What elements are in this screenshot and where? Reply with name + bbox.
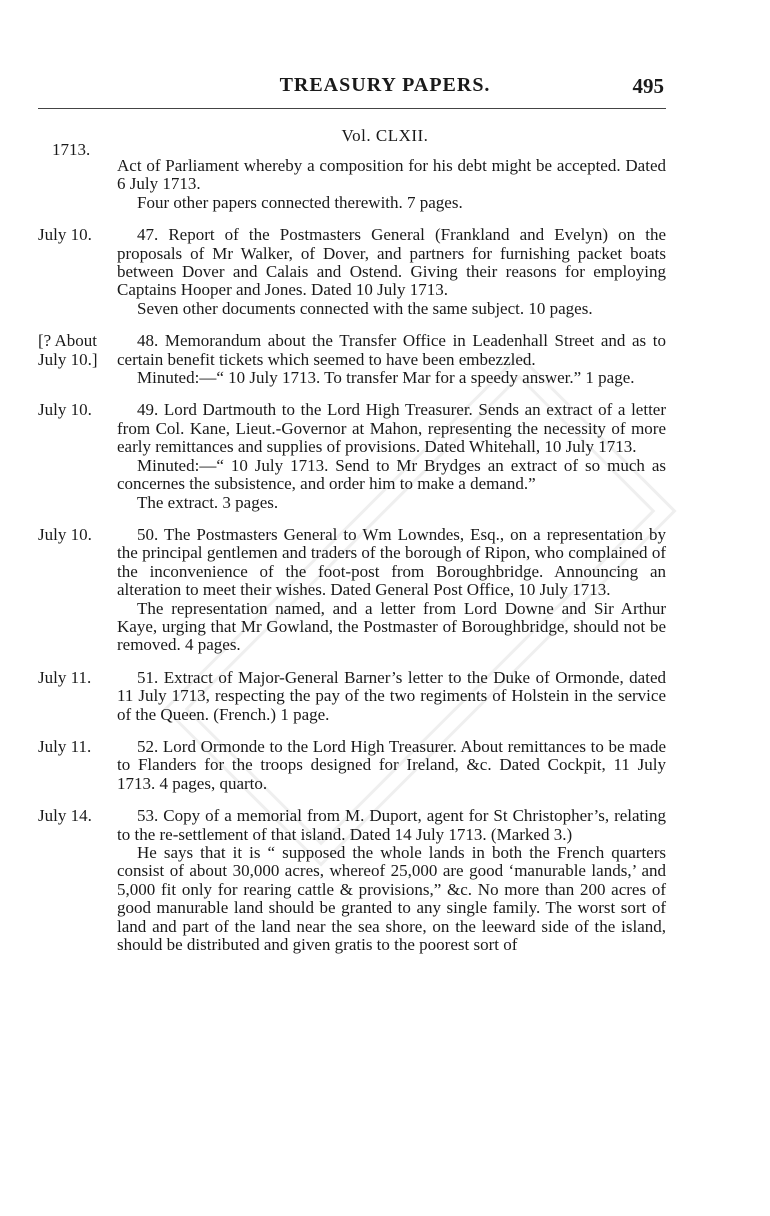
entry-paragraph: 51. Extract of Major-General Barner’s letter to the Duke of Ormonde, dated 11 July 1713, respecting the pay of the two regiments of Holstein in the service of the Queen. (French.) 1 page. bbox=[117, 667, 666, 724]
entry-body bbox=[117, 157, 666, 212]
running-title: TREASURY PAPERS. bbox=[279, 74, 491, 96]
header-rule bbox=[38, 108, 666, 109]
entries-list bbox=[38, 157, 666, 954]
date-line: July 10. bbox=[38, 400, 92, 420]
entry-paragraph: 52. Lord Ormonde to the Lord High Treasurer. About remittances to be made to Flanders for the troops designed for Ireland, &c. Dated Cockpit, 11 July 1713. 4 pages, quarto. bbox=[117, 736, 666, 793]
date-line: July 10. bbox=[38, 524, 92, 544]
entry-51 bbox=[38, 669, 666, 724]
entry-paragraph: 48. Memorandum about the Transfer Office in Leadenhall Street and as to certain benefit tickets which seemed to have been embezzled. bbox=[117, 331, 666, 369]
entry-date bbox=[38, 738, 117, 793]
date-line: July 10. bbox=[38, 225, 92, 245]
date-line: July 14. bbox=[38, 806, 92, 826]
entry-paragraph: Seven other documents connected with the same subject. 10 pages. bbox=[137, 298, 593, 318]
volume-heading: Vol. CLXII. bbox=[341, 126, 429, 145]
date-line: [? About bbox=[38, 331, 98, 351]
entry-paragraph: He says that it is “ supposed the whole lands in both the French quarters consist of about 30,000 acres, whereof 25,000 are good ‘manurable lands,’ and 5,000 fit only for rearing cattle & provisions,” &c. No more than 200 acres of good manurable land should be granted to any single family. The worst sort of land and part of the land near the sea shore, on the leeward side of the island, should be distributed and given gratis to the poorest sort of bbox=[117, 843, 666, 955]
entry-52 bbox=[38, 738, 666, 793]
entry-date bbox=[38, 669, 117, 724]
entry-48 bbox=[38, 332, 666, 387]
entry-continuation bbox=[38, 157, 666, 212]
entry-body bbox=[117, 401, 666, 511]
entry-date bbox=[38, 526, 117, 655]
entry-paragraph: 47. Report of the Postmasters General (Frankland and Evelyn) on the proposals of Mr Walker, of Dover, and partners for furnishing packet boats between Dover and Calais and Ostend. Giving their reasons for employing Captains Hooper and Jones. Dated 10 July 1713. bbox=[117, 225, 666, 300]
entry-date bbox=[38, 807, 117, 954]
entry-paragraph: The extract. 3 pages. bbox=[137, 492, 279, 512]
entry-50 bbox=[38, 526, 666, 655]
entry-paragraph: 50. The Postmasters General to Wm Lowndes, Esq., on a representation by the principal gentlemen and traders of the borough of Ripon, who complained of the inconvenience of the foot-post from Boroughbridge. Announcing an alteration to meet their wishes. Dated General Post Office, 10 July 1713. bbox=[117, 524, 666, 600]
entry-paragraph: The representation named, and a letter from Lord Downe and Sir Arthur Kaye, urging that Mr Gowland, the Postmaster of Boroughbridge, should not be removed. 4 pages. bbox=[117, 598, 666, 655]
entry-paragraph: Act of Parliament whereby a composition for his debt might be accepted. Dated 6 July 1713. bbox=[117, 156, 666, 194]
entry-paragraph: Minuted:—“ 10 July 1713. To transfer Mar for a speedy answer.” 1 page. bbox=[137, 368, 635, 388]
entry-body bbox=[117, 807, 666, 954]
entry-49 bbox=[38, 401, 666, 511]
entry-date bbox=[38, 332, 117, 387]
page-number: 495 bbox=[632, 74, 664, 98]
entry-body bbox=[117, 738, 666, 793]
date-line: July 10.] bbox=[38, 349, 98, 369]
entry-paragraph: 53. Copy of a memorial from M. Duport, agent for St Christopher’s, relating to the re-settlement of that island. Dated 14 July 1713. (Marked 3.) bbox=[117, 806, 666, 844]
year-marginal: 1713. bbox=[52, 140, 91, 159]
entry-paragraph: Minuted:—“ 10 July 1713. Send to Mr Brydges an extract of so much as concernes the subsistence, and order him to make a demand.” bbox=[117, 455, 666, 494]
entry-date bbox=[38, 401, 117, 511]
entry-body bbox=[117, 332, 666, 387]
entry-paragraph: 49. Lord Dartmouth to the Lord High Treasurer. Sends an extract of a letter from Col. Kane, Lieut.-Governor at Mahon, representing the necessity of more early remittances and supplies of provisions. Dated Whitehall, 10 July 1713. bbox=[117, 400, 666, 457]
entry-53 bbox=[38, 807, 666, 954]
entry-body bbox=[117, 226, 666, 318]
entry-paragraph: Four other papers connected therewith. 7 pages. bbox=[137, 192, 463, 212]
entry-body bbox=[117, 526, 666, 655]
entry-body bbox=[117, 669, 666, 724]
date-line: July 11. bbox=[38, 736, 92, 756]
entry-date bbox=[38, 226, 117, 318]
entry-date bbox=[38, 157, 117, 212]
date-line: July 11. bbox=[38, 667, 92, 687]
entry-47 bbox=[38, 226, 666, 318]
